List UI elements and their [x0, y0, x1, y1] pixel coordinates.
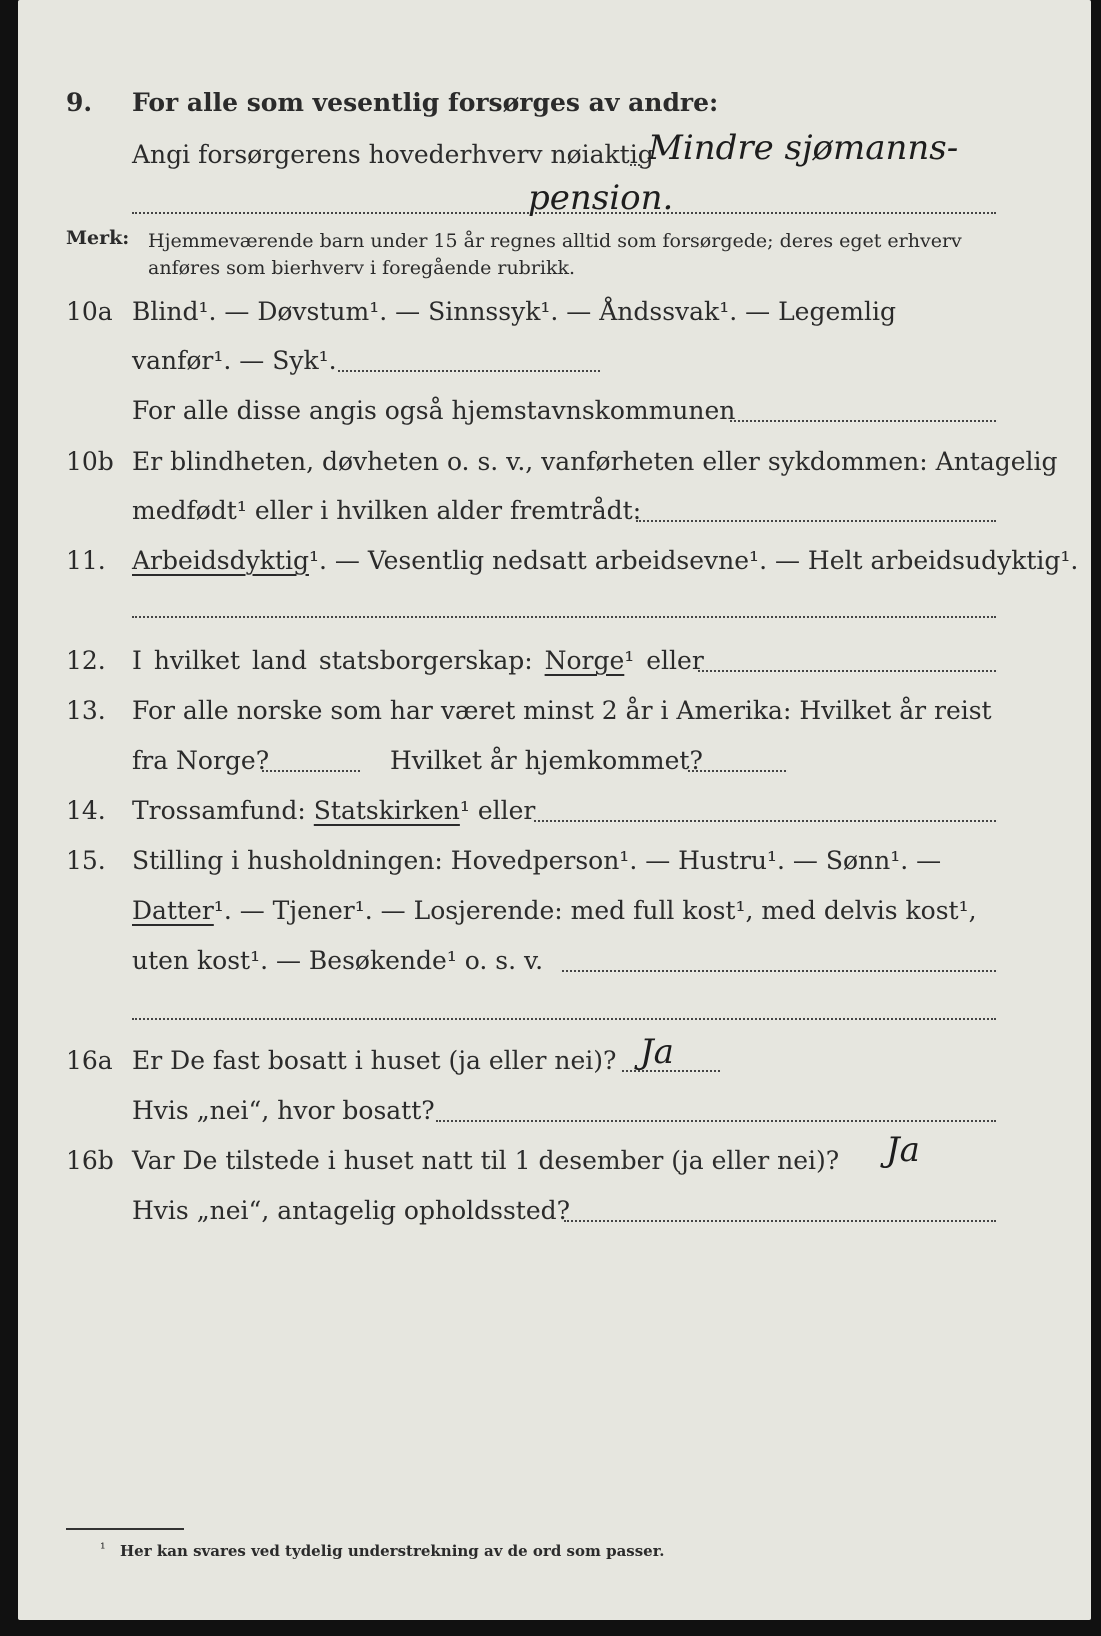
footnote-mark: ¹: [100, 1541, 106, 1557]
q16b-handwritten-answer: Ja: [886, 1130, 920, 1170]
q14-line: [132, 796, 535, 826]
q9-dots-1: [630, 164, 640, 166]
q14-number: 14.: [66, 796, 106, 825]
q12-suffix: ¹ eller: [624, 646, 704, 675]
q13-dots-2: [688, 770, 786, 772]
q14-dots: [534, 820, 996, 822]
q16b-line-1: Var De tilstede i huset natt til 1 desember (ja eller nei)?: [132, 1146, 840, 1175]
q13-dots-1: [262, 770, 360, 772]
q15-dots-2: [132, 1018, 996, 1020]
q10a-line-3: For alle disse angis også hjemstavnskommunen: [132, 396, 736, 425]
q11-underlined-option: Arbeidsdyktig: [132, 546, 309, 575]
q9-heading: For alle som vesentlig forsørges av andre:: [132, 88, 719, 117]
q15-line-2: [132, 896, 977, 926]
q12-dots: [698, 670, 996, 672]
q14-prefix: Trossamfund:: [132, 796, 306, 825]
q15-number: 15.: [66, 846, 106, 875]
q9-handwritten-answer-1: Mindre sjømanns-: [648, 128, 959, 168]
q13-part-1: fra Norge?: [132, 746, 270, 775]
q16b-number: 16b: [66, 1146, 114, 1175]
q16b-dots: [564, 1220, 996, 1222]
q13-number: 13.: [66, 696, 106, 725]
q16a-line-1: Er De fast bosatt i huset (ja eller nei)?: [132, 1046, 617, 1075]
q16a-dots-2: [436, 1120, 996, 1122]
q11-number: 11.: [66, 546, 106, 575]
q12-underlined-option: Norge: [544, 646, 625, 675]
q15-dots-1: [562, 970, 996, 972]
q10a-dots-2: [730, 420, 996, 422]
q11-line: [132, 546, 1078, 576]
q9-prompt: Angi forsørgerens hovederhverv nøiaktig: [132, 140, 654, 169]
q13-line-1: For alle norske som har været minst 2 år i Amerika: Hvilket år reist: [132, 696, 992, 725]
q9-handwritten-answer-2: pension.: [528, 178, 674, 218]
q14-underlined-option: Statskirken: [313, 796, 460, 825]
q15-line-3: uten kost¹. — Besøkende¹ o. s. v.: [132, 946, 544, 975]
q10b-number: 10b: [66, 447, 114, 476]
q11-rest: ¹. — Vesentlig nedsatt arbeidsevne¹. — Helt arbeidsudyktig¹.: [308, 546, 1079, 575]
q10a-line-1: Blind¹. — Døvstum¹. — Sinnssyk¹. — Åndssvak¹. — Legemlig: [132, 297, 896, 326]
q10b-line-1: Er blindheten, døvheten o. s. v., vanførheten eller sykdommen: Antagelig: [132, 447, 1058, 476]
footnote-rule: [66, 1528, 184, 1530]
q14-suffix: ¹ eller: [459, 796, 536, 825]
q12-line: [132, 646, 704, 676]
q10b-line-2: medfødt¹ eller i hvilken alder fremtrådt:: [132, 496, 642, 525]
q12-number: 12.: [66, 646, 106, 675]
q12-prefix: I hvilket land statsborgerskap:: [132, 646, 533, 675]
q16a-line-2: Hvis „nei“, hvor bosatt?: [132, 1096, 435, 1125]
q10a-line-2: vanfør¹. — Syk¹.: [132, 346, 337, 375]
q10b-dots: [636, 520, 996, 522]
q13-part-2: Hvilket år hjemkommet?: [390, 746, 703, 775]
q15-underlined-option: Datter: [132, 896, 214, 925]
q15-line-2-rest: ¹. — Tjener¹. — Losjerende: med full kost¹, med delvis kost¹,: [213, 896, 977, 925]
q16a-handwritten-answer: Ja: [640, 1032, 674, 1072]
merk-line-1: Hjemmeværende barn under 15 år regnes alltid som forsørgede; deres eget erhverv: [148, 230, 962, 252]
merk-label: Merk:: [66, 227, 130, 249]
q10a-dots-1: [338, 370, 600, 372]
merk-line-2: anføres som bierhverv i foregående rubrikk.: [148, 257, 576, 279]
q16b-line-2: Hvis „nei“, antagelig opholdssted?: [132, 1196, 571, 1225]
q11-dots: [132, 616, 996, 618]
q9-number: 9.: [66, 88, 93, 117]
q10a-number: 10a: [66, 297, 113, 326]
footnote-text: Her kan svares ved tydelig understrekning av de ord som passer.: [120, 1542, 665, 1560]
q16a-number: 16a: [66, 1046, 113, 1075]
q15-line-1: Stilling i husholdningen: Hovedperson¹. — Hustru¹. — Sønn¹. —: [132, 846, 942, 875]
